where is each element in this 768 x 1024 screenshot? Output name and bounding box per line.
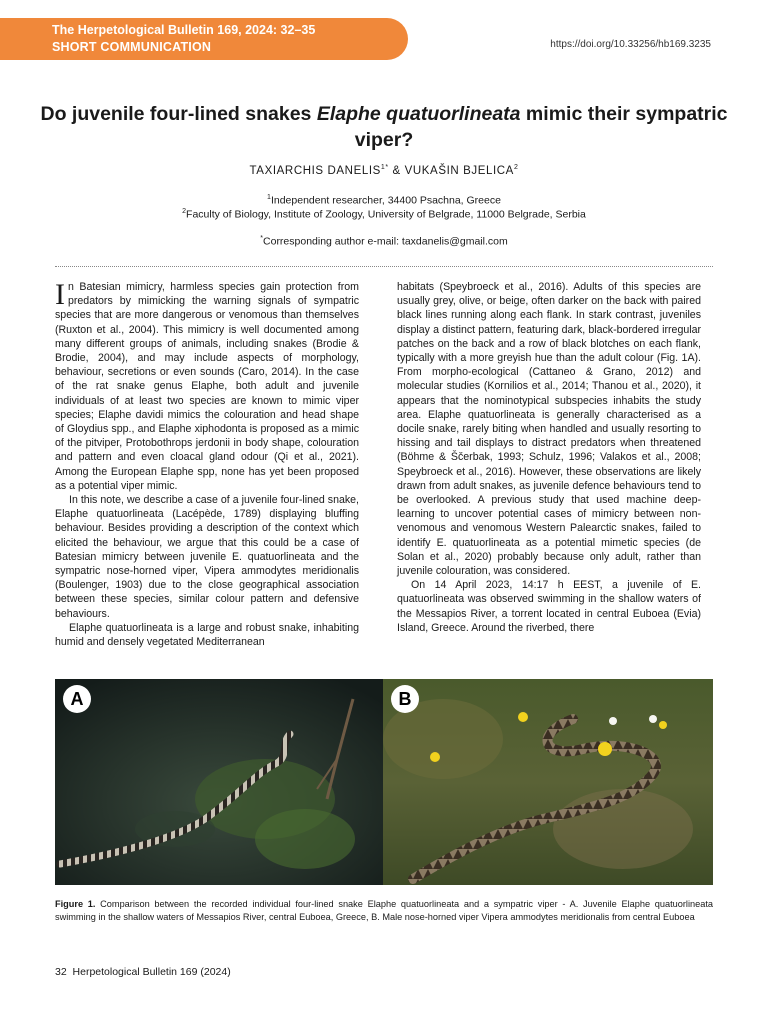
journal-banner (0, 18, 408, 60)
panel-label-a: A (63, 685, 91, 713)
author-1: TAXIARCHIS DANELIS (249, 164, 381, 177)
affiliation-1: $^1$Independent researcher, 34400 Psachna, Greece (267, 194, 501, 207)
author-2: VUKAŠIN BJELICA (404, 164, 514, 177)
viper-grass-photo (383, 679, 713, 885)
paragraph: Elaphe quatuorlineata is a large and robust snake, inhabiting humid and densely vegetated Mediterranean (55, 621, 359, 649)
affiliation-2: $^2$Faculty of Biology, Institute of Zoology, University of Belgrade, 11000 Belgrade, Serbia (182, 208, 586, 221)
panel-label-b: B (391, 685, 419, 713)
river-snake-photo (55, 679, 383, 885)
doi-link[interactable]: https://doi.org/10.33256/hb169.3235 (550, 39, 711, 50)
figure-1 (55, 679, 713, 885)
header-divider (55, 266, 713, 267)
journal-issue-line: The Herpetological Bulletin 169, 2024: 32–35 (52, 23, 316, 37)
section-label: SHORT COMMUNICATION (52, 40, 212, 54)
page-footer (55, 966, 231, 978)
body-column-left (55, 280, 359, 649)
drop-cap: I (55, 278, 65, 311)
figure-caption: Figure 1. Comparison between the recorded individual four-lined snake Elaphe quatuorlineata and a sympatric viper - A. Juvenile Elaphe quatuorlineata swimming in the shallow waters of Messapios River, central Euboea, Greece, B. Male nose-horned viper Vipera ammodytes meridionalis from central Euboea (55, 899, 713, 922)
author-line: TAXIARCHIS $DANELIS^{1*}$ & VUKAŠIN BJELICA$^2$ (249, 164, 519, 177)
photo-panel-a (55, 679, 383, 885)
article-title: Do juvenile four-lined snakes Elaphe quatuorlineata mimic their sympatric viper? (40, 103, 728, 151)
caption-label: Figure 1. (55, 899, 96, 909)
paragraph: In Batesian mimicry, harmless species gain protection from predators by mimicking the warning signals of sympatric species that are more dangerous or venomous than themselves (Ruxton et al., 2004). This mimicry is well documented among many different groups of animals, including snakes (Brodie & Brodie, 2004), and may include aspects of morphology, behaviour, secretions or even sounds (Caro, 2014). In the case of the rat snake genus Elaphe, both adult and juvenile individuals of at least two species are known to mimic viper species; Elaphe davidi mimics the colouration and head shape of Gloydius spp., and Elaphe xiphodonta is proposed as a mimic of the pitviper, Protobothrops jerdonii in body shape, colouration and pattern and even cloacal gland odour (Qi et al., 2021). Among the European Elaphe spp, none has yet been proposed as a potential viper mimic. (55, 278, 359, 492)
body-column-right (397, 280, 701, 635)
title-species: Elaphe quatuorlineata (316, 103, 521, 125)
paragraph: habitats (Speybroeck et al., 2016). Adults of this species are usually grey, olive, or beige, often darker on the back with paired black lines running along each flank. In stark contrast, juveniles display a distinct pattern, featuring dark, black-bordered irregular patches on the back and a row of black blotches on each flank, typically with a more greyish hue than the adult colour (Fig. 1A). From morpho-ecological (Cattaneo & Grano, 2012) and molecular studies (Kornilios et al., 2014; Thanou et al., 2020), it appears that the nominotypical subspecies inhabits the study area. Elaphe quatuorlineata is generally characterised as a docile snake, rarely biting when handled and usually resorting to hissing and tail displays to distract predators when threatened (Böhme & Ščerbak, 1993; Schulz, 1996; Valakos et al., 2008; Speybroeck et al., 2016). However, these observations are likely drawn from adult snakes, as juvenile defence behaviours tend to be overlooked. A previous study that used machine deep-learning to uncover potential cases of mimicry between non-venomous and venomous Western Palearctic snakes, failed to identify E. quatuorlineata as a potential mimetic species (de Solan et al., 2020) probably because only adult, rather than juvenile colouration, was considered. (397, 281, 701, 578)
paragraph: On 14 April 2023, 14:17 h EEST, a juvenile of E. quatuorlineata was observed swimming in the shallow waters of the Messapios River, a torrent located in central Euboea (Evia) Island, Greece. Around the riverbed, there (397, 579, 701, 634)
page-number: 32 (55, 966, 67, 978)
footer-journal: Herpetological Bulletin 169 (2024) (72, 966, 231, 978)
corresponding-author: *Corresponding author e-mail: taxdanelis@gmail.com (260, 235, 508, 248)
photo-panel-b (383, 679, 713, 885)
paragraph: In this note, we describe a case of a juvenile four-lined snake, Elaphe quatuorlineata (Lacépède, 1789) displaying bluffing behaviour. Besides providing a description of the context which elicited the behaviour, we argue that this could be a case of Batesian mimicry between juvenile E. quatuorlineata and the sympatric nose-horned viper, Vipera ammodytes meridionalis (Boulenger, 1903) due to the close geographical association between these species, similar colour pattern and defensive behaviours. (55, 494, 359, 620)
